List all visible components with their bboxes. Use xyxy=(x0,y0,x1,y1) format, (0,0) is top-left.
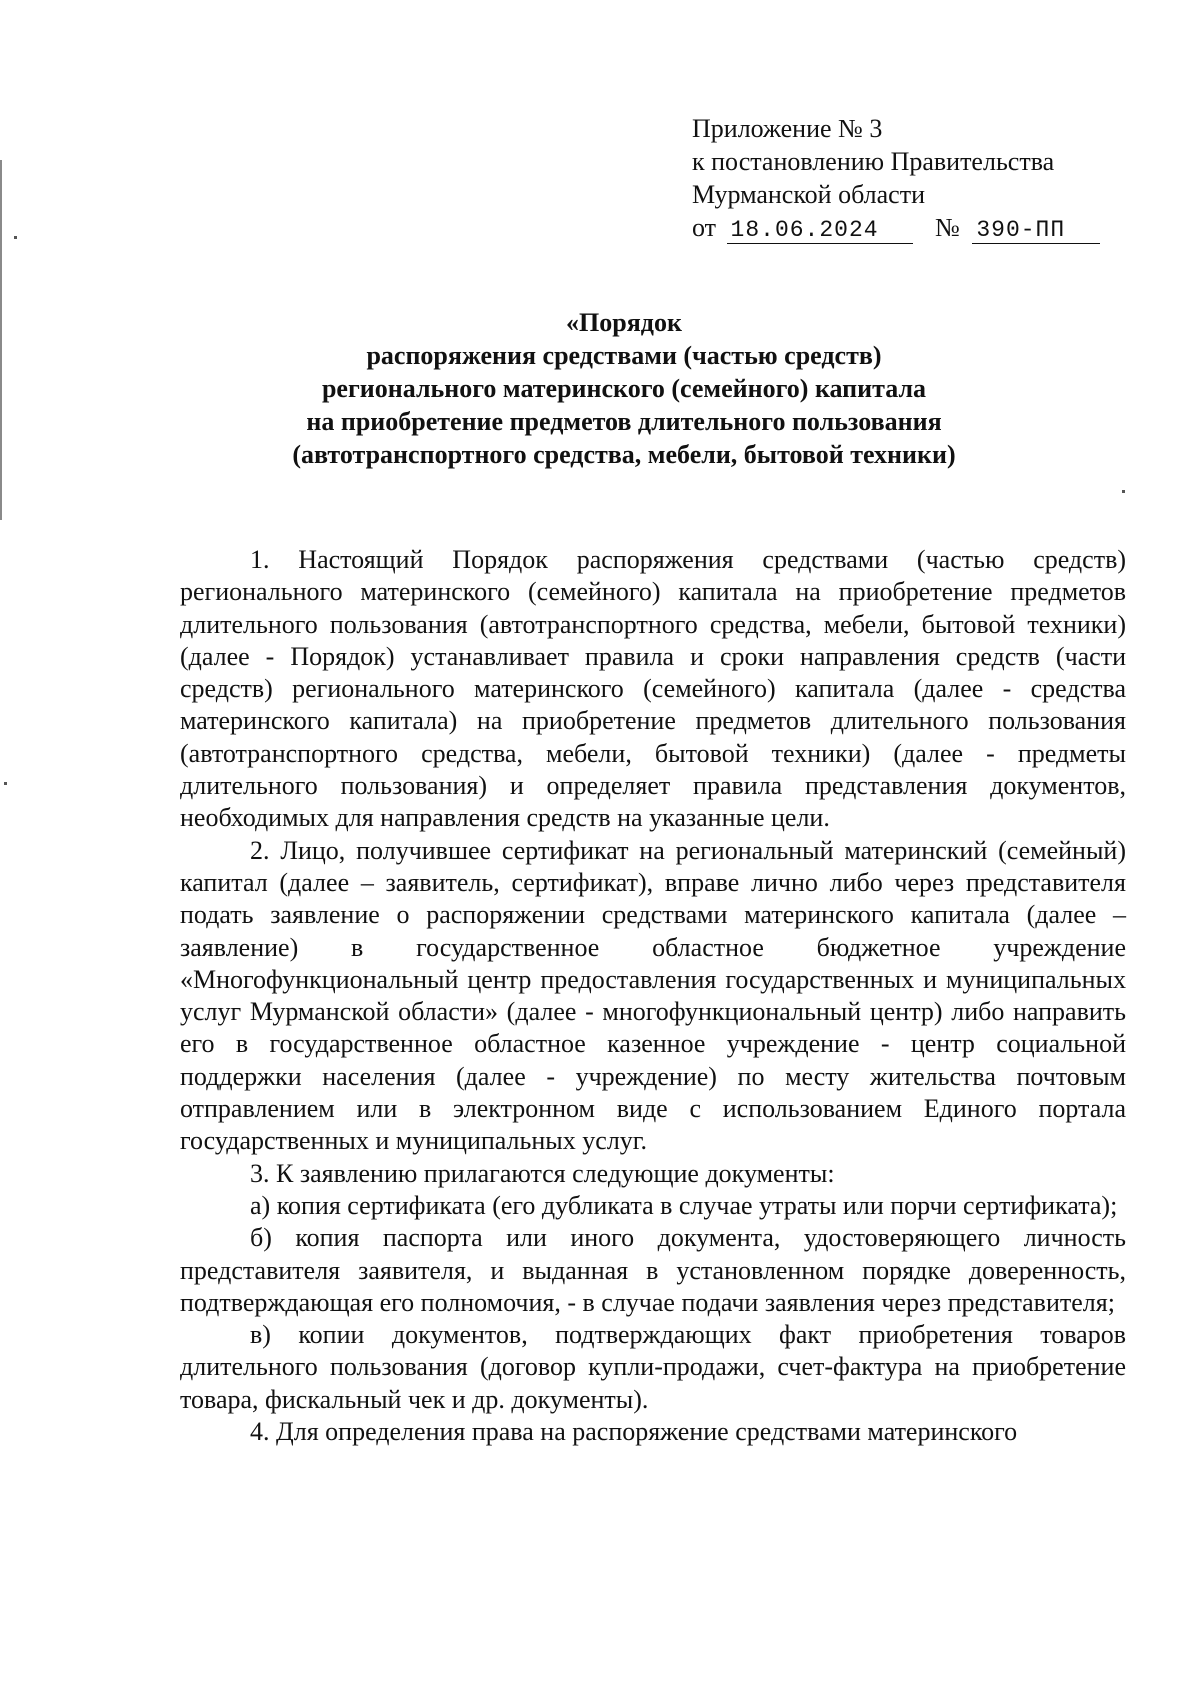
title-line: регионального материнского (семейного) капитала xyxy=(321,374,927,403)
resolution-number: 390-ПП xyxy=(972,217,1100,244)
paragraph-2: 2. Лицо, получившее сертификат на региональный материнский (семейный) капитал (далее – заявитель, сертификат), вправе лично либо через представителя подать заявление о распоряжении средствами материнского капитала (далее – заявление) в государственное областное бюджетное учреждение «Многофункциональный центр предоставления государственных и муниципальных услуг Мурманской области» (далее - многофункциональный центр) либо направить его в государственное областное казенное учреждение - центр социальной поддержки населения (далее - учреждение) по месту жительства почтовым отправлением или в электронном виде с использованием Единого портала государственных и муниципальных услуг. xyxy=(180,835,1126,1156)
scan-speck xyxy=(1122,490,1125,493)
appendix-resolution-ref: к постановлению Правительства xyxy=(692,147,1055,176)
title-line: распоряжения средствами (частью средств) xyxy=(366,341,882,370)
title-line: (автотранспортного средства, мебели, бытовой техники) xyxy=(292,440,956,469)
item-a: а) копия сертификата (его дубликата в случае утраты или порчи сертификата); xyxy=(250,1190,1118,1220)
scan-speck xyxy=(4,782,7,785)
appendix-region: Мурманской области xyxy=(692,180,925,209)
document-body xyxy=(180,544,1126,1448)
paragraph-4: 4. Для определения права на распоряжение средствами материнского xyxy=(250,1417,1018,1447)
paragraph-3: 3. К заявлению прилагаются следующие документы: xyxy=(250,1158,835,1188)
title-line: на приобретение предметов длительного пользования xyxy=(306,407,942,436)
appendix-number: Приложение № 3 xyxy=(692,114,883,143)
scan-edge-mark xyxy=(0,160,2,520)
title-line: «Порядок xyxy=(566,308,682,337)
item-b: б) копия паспорта или иного документа, удостоверяющего личность представителя заявителя, и выданная в установленном порядке доверенность, подтверждающая его полномочия, - в случае подачи заявления через представителя; xyxy=(180,1223,1126,1317)
document-title xyxy=(180,306,1068,471)
item-v: в) копии документов, подтверждающих факт приобретения товаров длительного пользования (договор купли-продажи, счет-фактура на приобретение товара, фискальный чек и др. документы). xyxy=(180,1320,1126,1414)
date-prefix: от xyxy=(692,213,717,242)
appendix-header xyxy=(692,112,1100,244)
scan-speck xyxy=(14,236,17,239)
paragraph-1: 1. Настоящий Порядок распоряжения средствами (частью средств) регионального материнского (семейного) капитала на приобретение предметов длительного пользования (автотранспортного средства, мебели, бытовой техники) (далее - Порядок) устанавливает правила и сроки направления средств (части средств) регионального материнского (семейного) капитала (далее - средства материнского капитала) на приобретение предметов длительного пользования (автотранспортного средства, мебели, бытовой техники) (далее - предметы длительного пользования) и определяет правила представления документов, необходимых для направления средств на указанные цели. xyxy=(180,545,1126,833)
resolution-date: 18.06.2024 xyxy=(727,217,913,244)
number-prefix: № xyxy=(935,213,960,242)
resolution-date-number-line xyxy=(692,211,1100,244)
